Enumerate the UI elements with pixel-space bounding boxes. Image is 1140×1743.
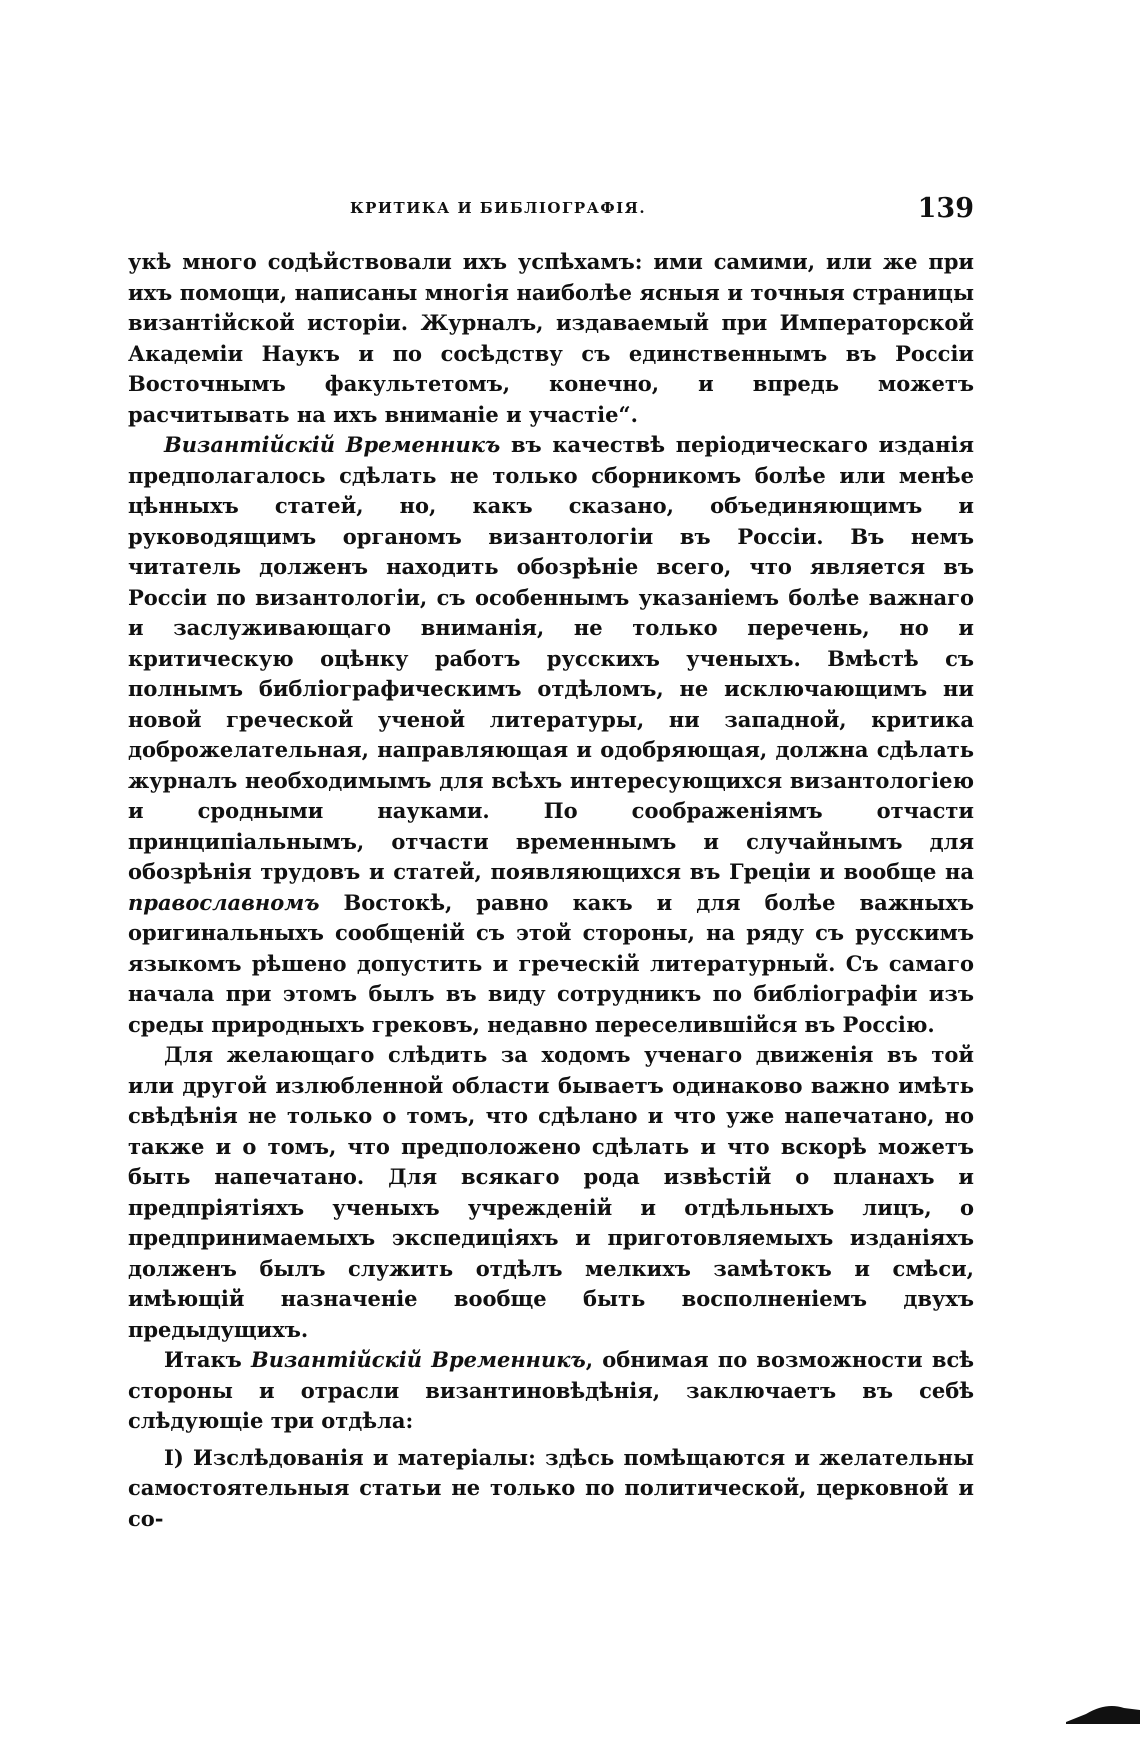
paragraph-2-text: въ качествѣ періодическаго изданія предполагалось сдѣлать не только сборникомъ болѣе или менѣе цѣнныхъ статей, но, какъ сказано, объединяющимъ и руководящимъ органомъ византологіи въ Россіи. Въ немъ читатель долженъ находить обозрѣніе всего, что является въ Россіи по византологіи, съ особеннымъ указаніемъ болѣе важнаго и заслуживающаго вниманія, не только перечень, но и критическую оцѣнку работъ русскихъ ученыхъ. Вмѣстѣ съ полнымъ библіографическимъ отдѣломъ, не исключающимъ ни новой греческой ученой литературы, ни западной, критика доброжелательная, направляющая и одобряющая, должна сдѣлать журналъ необходимымъ для всѣхъ интересующихся византологіею и сродными науками. По соображеніямъ отчасти принципіальнымъ, отчасти временнымъ и случайнымъ для обозрѣнія трудовъ и статей, появляющихся въ Греціи и вообще на — [128, 432, 975, 884]
paragraph-3 — [128, 1040, 974, 1345]
paragraph-2-end: Востокѣ, равно какъ и для болѣе важныхъ оригинальныхъ сообщеній съ этой стороны, на ряду съ русскимъ языкомъ рѣшено допустить и греческій литературный. Съ самаго начала при этомъ былъ въ виду сотрудникъ по библіографіи изъ среды природныхъ грековъ, недавно переселившійся въ Россію. — [128, 889, 974, 1037]
running-head — [128, 193, 974, 229]
page-number: 139 — [917, 193, 974, 224]
running-title: КРИТИКА И БИБЛІОГРАФІЯ. — [349, 199, 647, 217]
paragraph-4 — [128, 1345, 974, 1437]
paragraph-4-start: Итакъ — [164, 1347, 251, 1372]
body-text — [128, 247, 974, 1534]
journal-title-2: Византійскій Временникъ — [250, 1347, 586, 1372]
journal-title: Византійскій Временникъ — [164, 432, 501, 457]
paragraph-1-text: укѣ много содѣйствовали ихъ успѣхамъ: ими самими, или же при ихъ помощи, написаны многія наиболѣе ясныя и точныя страницы византійской исторіи. Журналъ, издаваемый при Императорской Академіи Наукъ и по сосѣдству съ единственнымъ въ Россіи Восточнымъ факультетомъ, конечно, и впредь можетъ расчитывать на ихъ вниманіе и участіе“. — [128, 249, 974, 427]
paragraph-4-text: , обнимая по возможности всѣ стороны и отрасли византиновѣдѣнія, заключаетъ въ себѣ слѣдующіе три отдѣла: — [128, 1347, 975, 1433]
paragraph-3-text: Для желающаго слѣдить за ходомъ ученаго движенія въ той или другой излюбленной области бываетъ одинаково важно имѣть свѣдѣнія не только о томъ, что сдѣлано и что уже напечатано, но также и о томъ, что предположено сдѣлать и что вскорѣ можетъ быть напечатано. Для всякаго рода извѣстій о планахъ и предпріятіяхъ ученыхъ учрежденій и отдѣльныхъ лицъ, о предпринимаемыхъ экспедиціяхъ и приготовляемыхъ изданіяхъ долженъ былъ служить отдѣлъ мелкихъ замѣтокъ и смѣси, имѣющій назначеніе вообще быть восполненіемъ двухъ предыдущихъ. — [128, 1042, 974, 1342]
scan-corner-mark-icon — [1066, 1700, 1140, 1724]
paragraph-1 — [128, 247, 974, 430]
paragraph-2 — [128, 430, 974, 1040]
paragraph-5 — [128, 1443, 974, 1535]
emphasis-orthodox: православномъ — [128, 889, 320, 915]
paragraph-5-text: I) Изслѣдованія и матеріалы: здѣсь помѣщаются и желательны самостоятельныя статьи не только по политической, церковной и со- — [128, 1444, 974, 1531]
